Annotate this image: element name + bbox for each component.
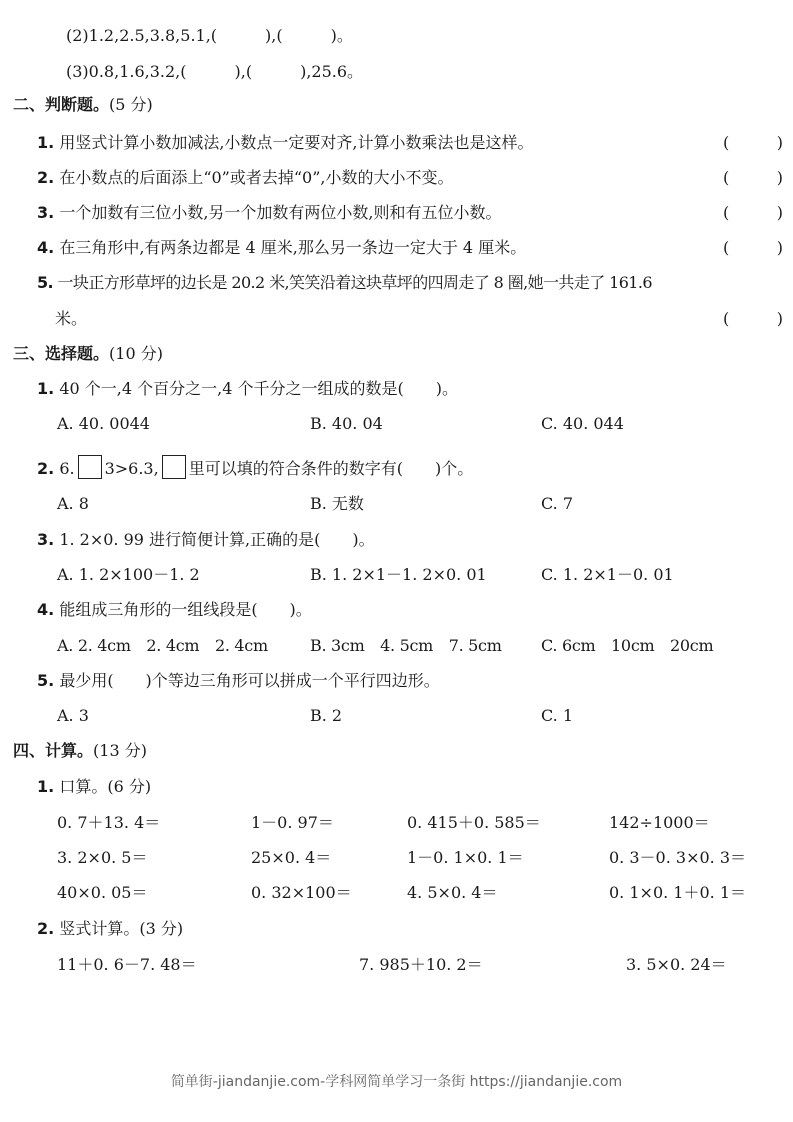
item-text: 一个加数有三位小数,另一个加数有两位小数,则和有五位小数。: [59, 203, 502, 222]
choice-item-1: [37, 379, 458, 399]
sequence-question-2: (2)1.2,2.5,3.8,5.1,( ),( )。: [66, 26, 353, 45]
oral-problem: 0. 3－0. 3×0. 3＝: [609, 848, 747, 867]
oral-problem: 0. 7＋13. 4＝: [57, 813, 161, 832]
item-number: 3.: [37, 530, 55, 549]
item-number: 4.: [37, 600, 55, 619]
oral-problem: 40×0. 05＝: [57, 883, 148, 902]
section-choice-points: (10 分): [109, 344, 163, 363]
option-a[interactable]: A. 40. 0044: [57, 414, 150, 433]
oral-calc-header: 1. 口算。(6 分): [37, 777, 152, 796]
oral-problem: 1－0. 1×0. 1＝: [407, 848, 524, 867]
section-choice-title: 三、选择题。: [13, 344, 110, 363]
oral-problem: 1－0. 97＝: [251, 813, 334, 832]
judge-item-4: [37, 238, 526, 258]
blank-box[interactable]: [162, 455, 186, 479]
choice-item-4: [37, 600, 312, 620]
judge-item-5-continued: 米。: [55, 309, 88, 328]
option-b[interactable]: B. 40. 04: [310, 414, 383, 433]
item-stem: 1. 2×0. 99 进行简便计算,正确的是( )。: [59, 530, 375, 549]
vertical-problem: 3. 5×0. 24＝: [626, 955, 727, 974]
sequence-question-3: (3)0.8,1.6,3.2,( ),( ),25.6。: [66, 62, 364, 81]
section-calc-points: (13 分): [93, 741, 147, 760]
oral-problem: 25×0. 4＝: [251, 848, 332, 867]
oral-problem: 3. 2×0. 5＝: [57, 848, 148, 867]
choice-item-5: [37, 671, 440, 691]
oral-problem: 0. 32×100＝: [251, 883, 352, 902]
item-number: 1.: [37, 777, 55, 796]
option-b[interactable]: B. 1. 2×1－1. 2×0. 01: [310, 565, 487, 584]
oral-problem: 142÷1000＝: [609, 813, 710, 832]
item-stem: 能组成三角形的一组线段是( )。: [59, 600, 312, 619]
item-number: 2.: [37, 168, 55, 187]
oral-problem: 0. 415＋0. 585＝: [407, 813, 541, 832]
section-calc-title: 四、计算。: [13, 741, 94, 760]
option-c[interactable]: C. 6cm 10cm 20cm: [541, 636, 714, 655]
vertical-problem: 11＋0. 6－7. 48＝: [57, 955, 197, 974]
item-stem: 40 个一,4 个百分之一,4 个千分之一组成的数是( )。: [59, 379, 458, 398]
footer-watermark: 简单街-jiandanjie.com-学科网简单学习一条街 https://jiandanjie.com: [170, 1074, 623, 1090]
vertical-problem: 7. 985＋10. 2＝: [359, 955, 483, 974]
judge-item-2: [37, 168, 453, 188]
oral-problem: 0. 1×0. 1＋0. 1＝: [609, 883, 747, 902]
section-calc-header: [13, 741, 147, 761]
judge-item-5: [37, 273, 652, 293]
item-number: 3.: [37, 203, 55, 222]
option-c[interactable]: C. 1. 2×1－0. 01: [541, 565, 674, 584]
item-number: 2.: [37, 919, 55, 938]
item-text: 在小数点的后面添上“0”或者去掉“0”,小数的大小不变。: [59, 168, 454, 187]
option-c[interactable]: C. 7: [541, 494, 574, 513]
item-stem: 最少用( )个等边三角形可以拼成一个平行四边形。: [59, 671, 440, 690]
vertical-calc-header: 2. 竖式计算。(3 分): [37, 919, 184, 938]
item-number: 5.: [37, 273, 54, 292]
section-judge-title: 二、判断题。: [13, 95, 110, 114]
choice-item-3: [37, 530, 375, 550]
option-a[interactable]: A. 1. 2×100－1. 2: [57, 565, 200, 584]
option-a[interactable]: A. 8: [57, 494, 89, 513]
section-choice-header: [13, 344, 163, 364]
item-number: 1.: [37, 379, 55, 398]
section-judge-header: [13, 95, 153, 115]
item-number: 2.: [37, 459, 55, 478]
item-text: 一块正方形草坪的边长是 20.2 米,笑笑沿着这块草坪的四周走了 8 圈,她一共走了 161.6: [57, 273, 652, 292]
item-text: 用竖式计算小数加减法,小数点一定要对齐,计算小数乘法也是这样。: [59, 133, 534, 152]
item-number: 4.: [37, 238, 55, 257]
option-b[interactable]: B. 3cm 4. 5cm 7. 5cm: [310, 636, 502, 655]
item-number: 5.: [37, 671, 55, 690]
option-b[interactable]: B. 无数: [310, 494, 364, 513]
option-a[interactable]: A. 3: [57, 706, 89, 725]
oral-problem: 4. 5×0. 4＝: [407, 883, 498, 902]
judge-item-1: [37, 133, 534, 153]
section-judge-points: (5 分): [109, 95, 153, 114]
option-b[interactable]: B. 2: [310, 706, 343, 725]
option-a[interactable]: A. 2. 4cm 2. 4cm 2. 4cm: [57, 636, 268, 655]
option-c[interactable]: C. 40. 044: [541, 414, 624, 433]
blank-box[interactable]: [78, 455, 102, 479]
judge-item-3: [37, 203, 502, 223]
option-c[interactable]: C. 1: [541, 706, 574, 725]
choice-item-2: 2. 6. 3>6.3, 里可以填的符合条件的数字有( )个。: [37, 455, 473, 479]
item-number: 1.: [37, 133, 55, 152]
item-text: 在三角形中,有两条边都是 4 厘米,那么另一条边一定大于 4 厘米。: [59, 238, 527, 257]
